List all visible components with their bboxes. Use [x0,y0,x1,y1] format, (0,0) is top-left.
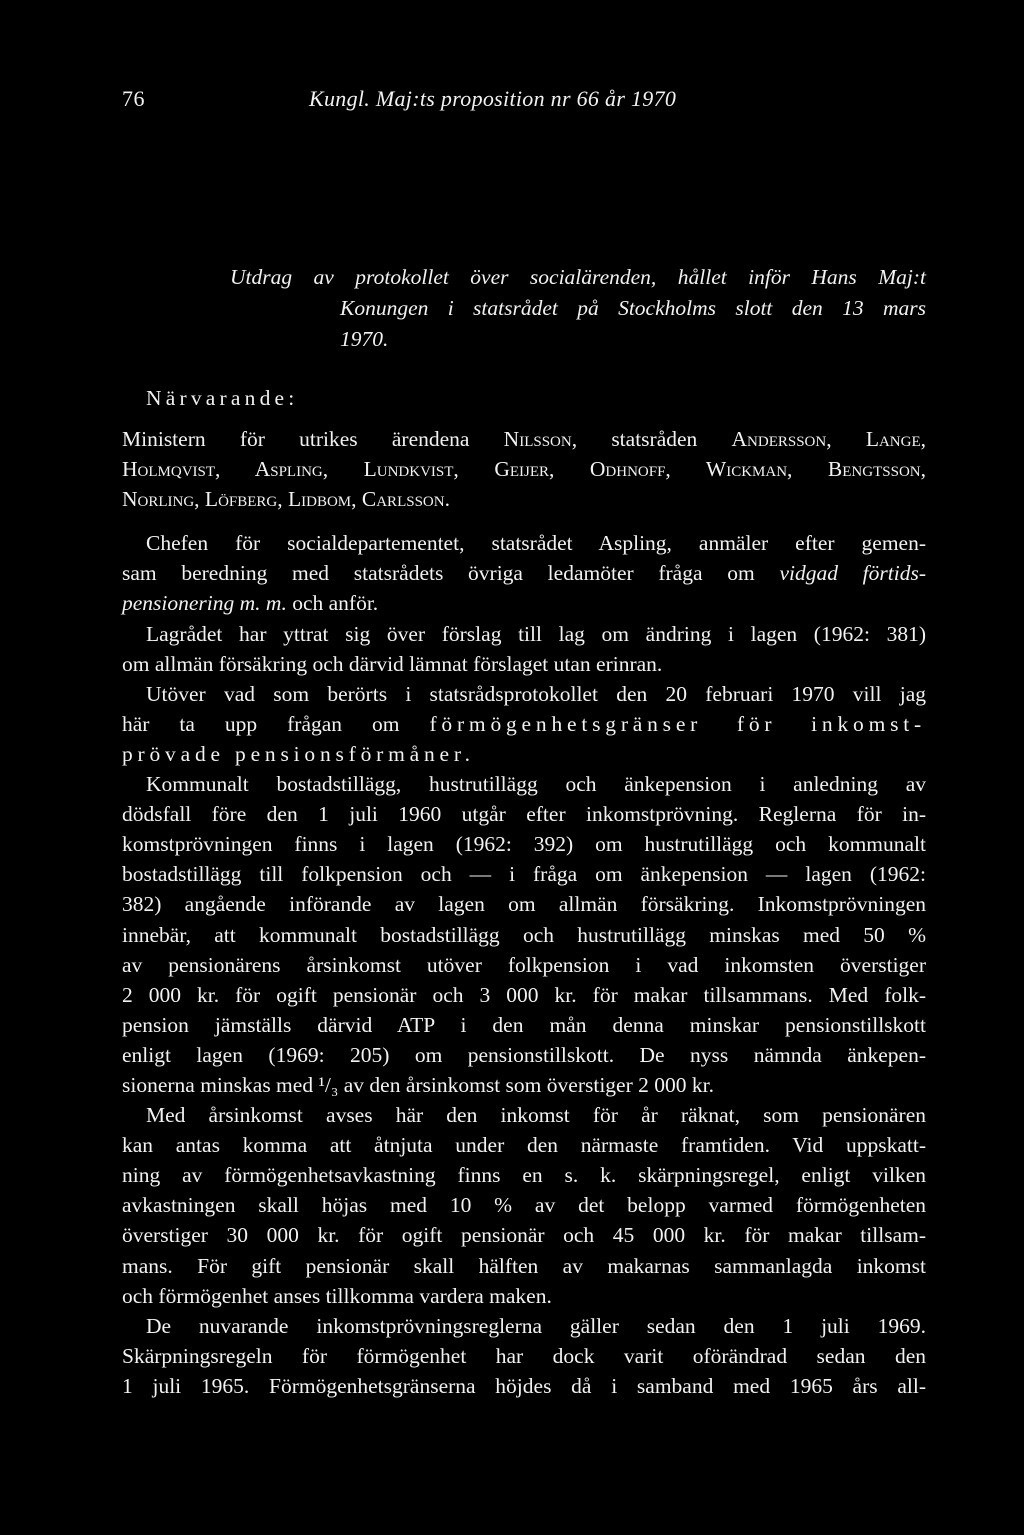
extract-line: Konungen i statsrådet på Stockholms slott den 13 mars [340,296,926,320]
text-line: innebär, att kommunalt bostadstillägg och hustrutillägg minskas med 50 % [122,922,926,947]
running-head: Kungl. Maj:ts proposition nr 66 år 1970 [309,86,677,111]
body-text [122,424,926,1401]
paragraph-3 [122,679,926,769]
paragraph-4 [122,769,926,1100]
text-line: Ministern för utrikes ärendena Nilsson, statsråden Andersson, Lange, [122,427,927,451]
text-line: Med årsinkomst avses här den inkomst för år räknat, som pensionären [146,1103,926,1128]
extract-line: Utdrag av protokollet över socialärenden, hållet inför Hans Maj:t [230,265,926,289]
text-line: Utöver vad som berörts i statsrådsprotokollet den 20 februari 1970 vill jag [146,681,926,706]
text-line: Chefen för socialdepartementet, statsrådet Aspling, anmäler efter gemen- [146,531,926,556]
text-line: pension jämställs därvid ATP i den mån denna minskar pensionstillskott [122,1012,926,1037]
text-line: 2 000 kr. för ogift pensionär och 3 000 kr. för makar tillsammans. Med folk- [122,982,926,1007]
paragraph-2 [122,619,926,679]
text-line: dödsfall före den 1 juli 1960 utgår efter inkomstprövning. Reglerna för in- [122,802,926,827]
attendees-paragraph [122,424,926,514]
text-line: överstiger 30 000 kr. för ogift pensionär och 45 000 kr. för makar tillsam- [122,1223,926,1248]
text-line: om allmän försäkring och därvid lämnat förslaget utan erinran. [122,651,663,676]
text-line: Norling, Löfberg, Lidbom, Carlsson. [122,487,450,512]
text-line: Lagrådet har yttrat sig över förslag till lag om ändring i lagen (1962: 381) [146,621,926,646]
text-line: Kommunalt bostadstillägg, hustrutillägg och änkepension i anledning av [146,772,926,797]
text-line: Skärpningsregeln för förmögenhet har dock varit oförändrad sedan den [122,1343,926,1368]
page-number: 76 [122,86,145,111]
present-label: Närvarande: [146,386,299,410]
paragraph-5 [122,1100,926,1311]
text-line: kan antas komma att åtnjuta under den närmaste framtiden. Vid uppskatt- [122,1133,926,1158]
paragraph-6 [122,1311,926,1401]
text-line: sionerna minskas med ¹/₃ av den årsinkomst som överstiger 2 000 kr. [122,1072,714,1097]
text-line: av pensionärens årsinkomst utöver folkpension i vad inkomsten överstiger [122,952,926,977]
text-line: prövade pensionsförmåner. [122,741,475,766]
text-line: komstprövningen finns i lagen (1962: 392) om hustrutillägg och kommunalt [122,832,926,857]
extract-line: 1970. [340,327,389,351]
text-line: Holmqvist, Aspling, Lundkvist, Geijer, Odhnoff, Wickman, Bengtsson, [122,457,926,482]
text-line: ning av förmögenhetsavkastning finns en s. k. skärpningsregel, enligt vilken [122,1163,926,1188]
text-line: avkastningen skall höjas med 10 % av det belopp varmed förmögenheten [122,1193,926,1218]
text-line: 1 juli 1965. Förmögenhetsgränserna höjdes då i samband med 1965 års all- [122,1373,926,1398]
text-line: mans. För gift pensionär skall hälften av makarnas sammanlagda inkomst [122,1253,926,1278]
text-line: bostadstillägg till folkpension och — i fråga om änkepension — lagen (1962: [122,862,926,887]
text-line: pensionering m. m. och anför. [122,591,379,616]
text-line: De nuvarande inkomstprövningsreglerna gäller sedan den 1 juli 1969. [146,1313,926,1338]
text-line: och förmögenhet anses tillkomma vardera maken. [122,1283,552,1308]
text-line: här ta upp frågan om förmögenhetsgränser för inkomst- [122,711,926,736]
text-line: sam beredning med statsrådets övriga ledamöter fråga om vidgad förtids- [122,561,926,586]
text-line: 382) angående införande av lagen om allmän försäkring. Inkomstprövningen [122,892,926,917]
protocol-extract [230,262,926,355]
paragraph-1 [122,528,926,618]
text-line: enligt lagen (1969: 205) om pensionstillskott. De nyss nämnda änkepen- [122,1042,926,1067]
